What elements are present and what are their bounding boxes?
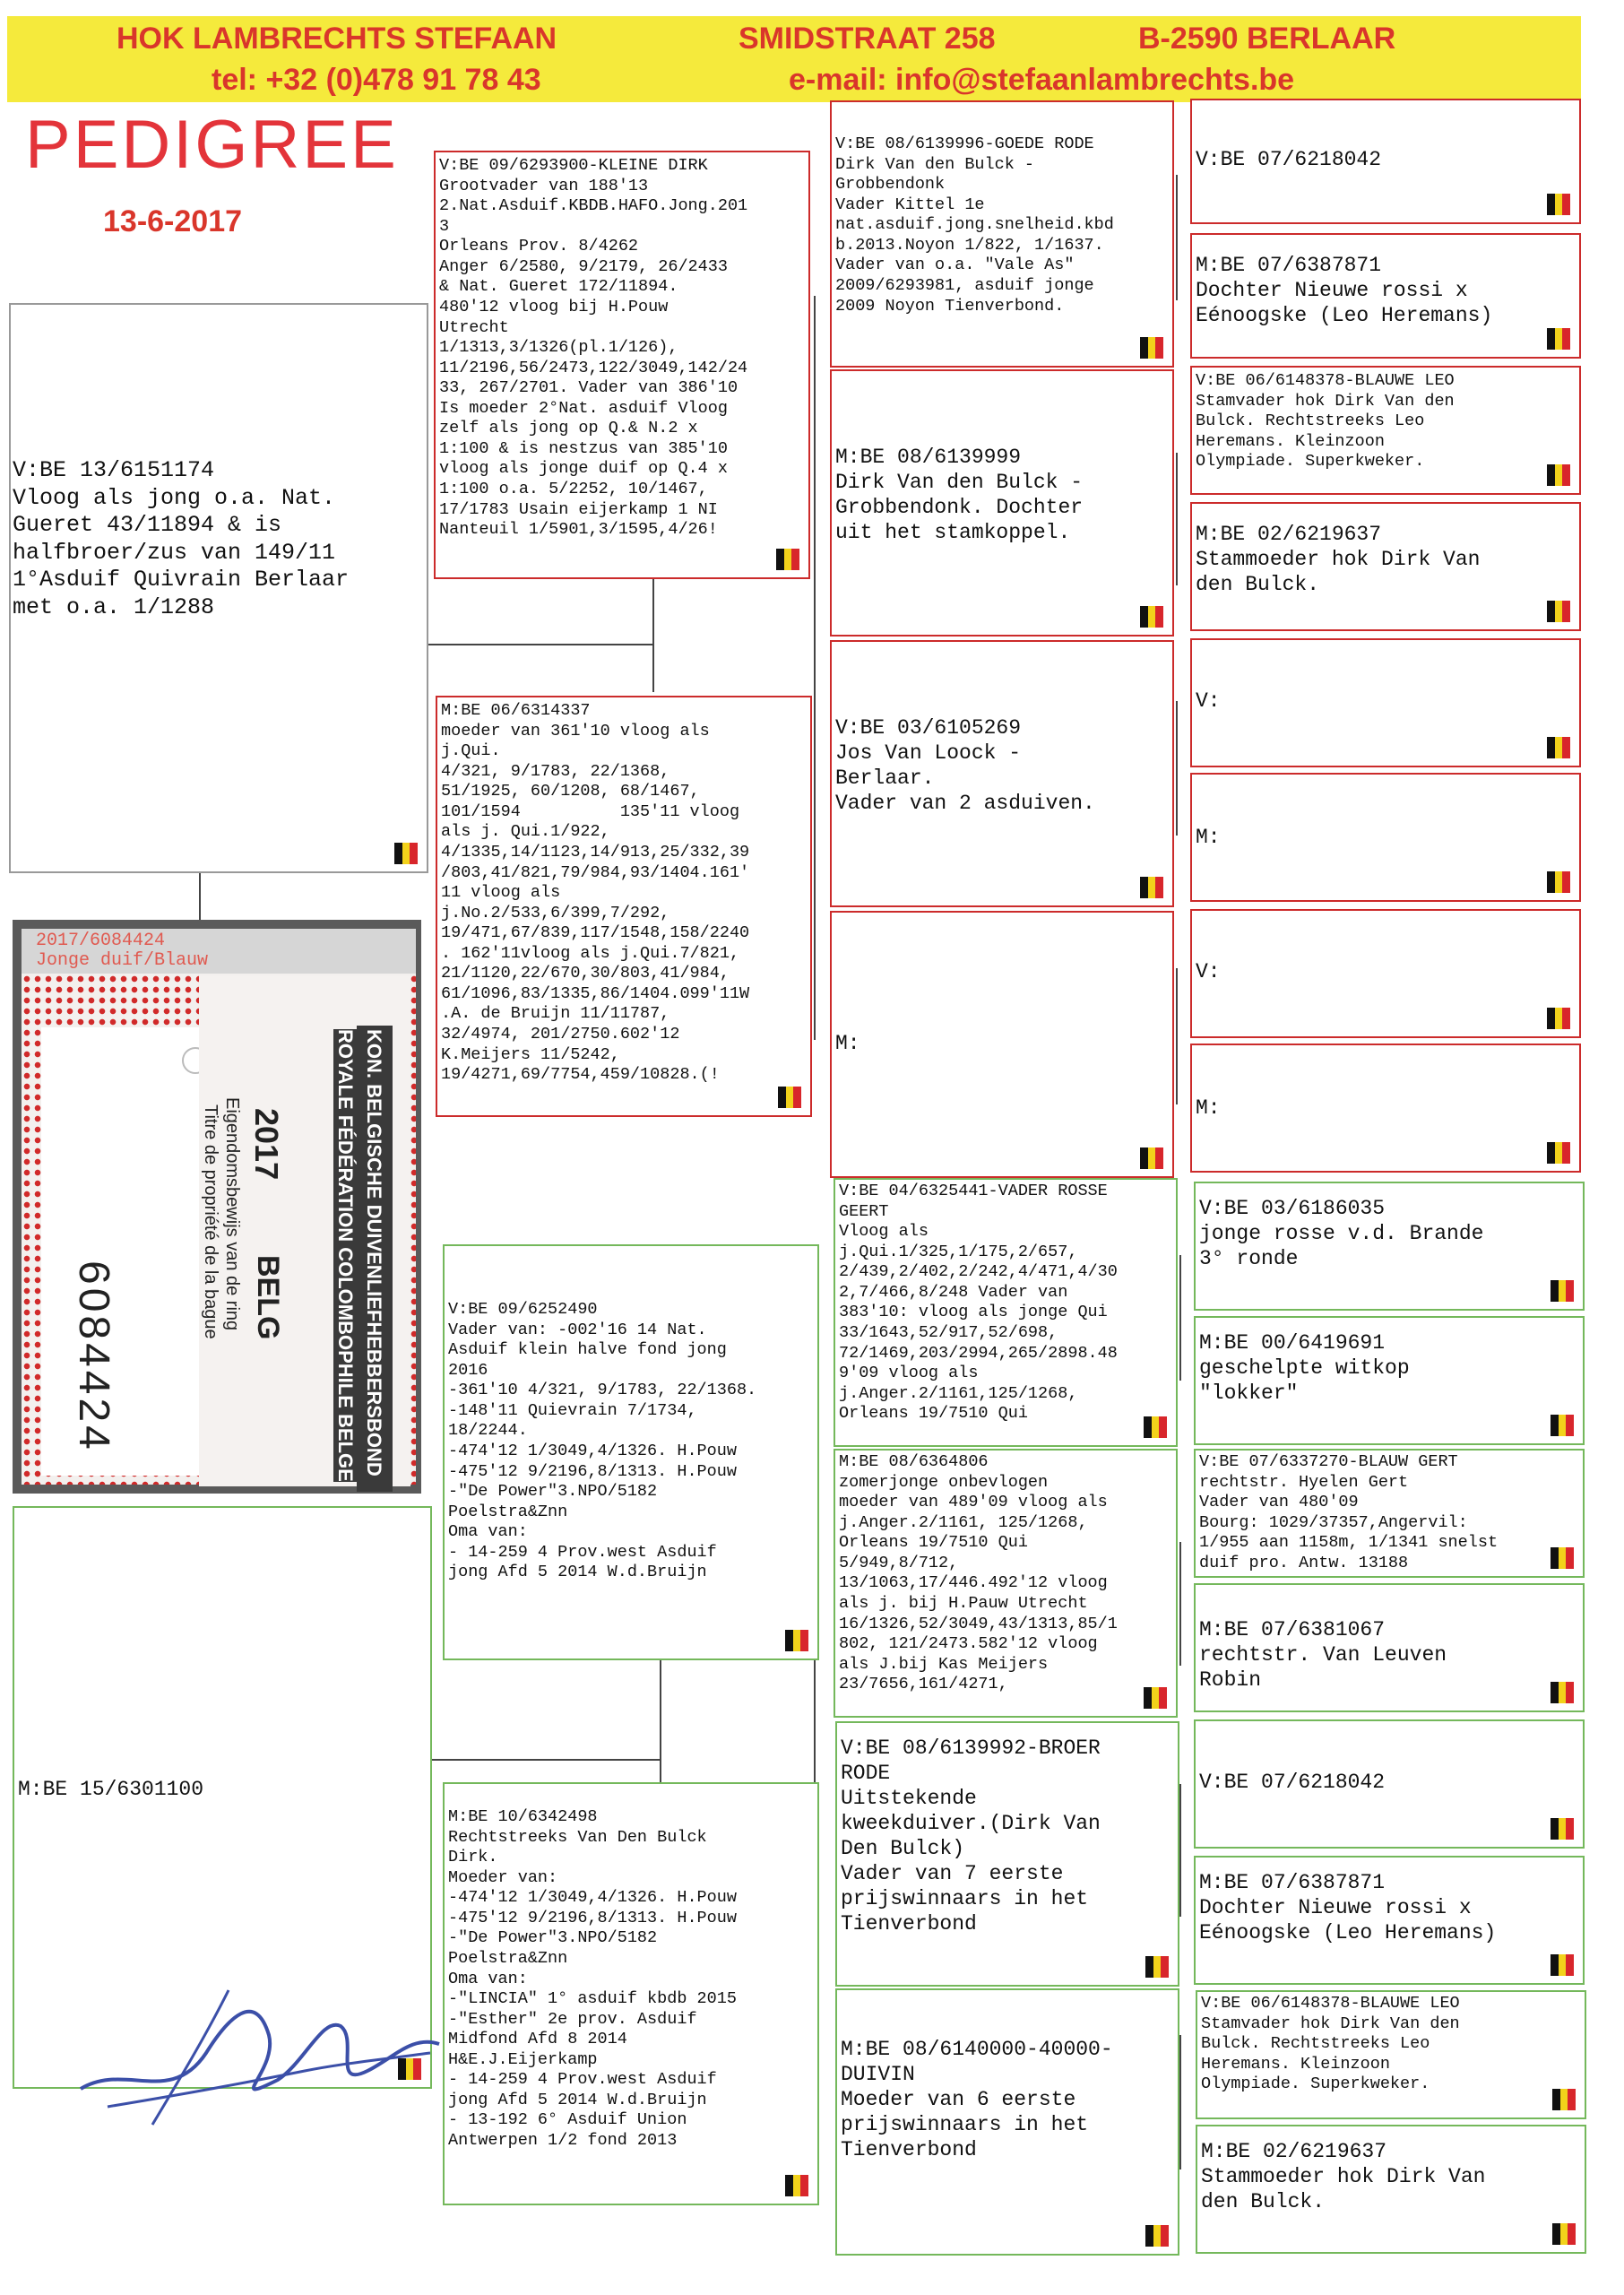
loft-email: e-mail: info@stefaanlambrechts.be [789,63,1295,97]
page-title: PEDIGREE [25,107,399,183]
pedigree-card-ds [443,1244,819,1660]
belgian-flag-icon [1140,877,1163,898]
belgian-flag-icon [1547,737,1570,758]
ring-card-line4: ROYALE FÉDÉRATION COLOMBOPHILE BELGE [334,1029,357,1482]
connector-line [1176,701,1178,836]
pedigree-card-gen4 [1194,1719,1585,1849]
belgian-flag-icon [1140,1148,1163,1169]
ring-card-header [22,929,416,974]
ring-card-line2: Titre de propriété de la bague [201,1104,220,1339]
pedigree-text: M:BE 02/6219637 Stammoeder hok Dirk Van den Bulck. [1201,2140,1486,2214]
belgian-flag-icon [1145,2225,1169,2247]
pedigree-card-gen3 [835,1988,1179,2256]
pedigree-card-gen4 [1190,638,1581,767]
pedigree-card-gen4 [1196,2125,1586,2254]
pedigree-text: M:BE 02/6219637 Stammoeder hok Dirk Van den Bulck. [1196,523,1481,597]
signature-scribble [72,1954,448,2143]
pedigree-text: V: [1196,689,1221,713]
belgian-flag-icon [785,1630,808,1651]
belgian-flag-icon [1552,2223,1576,2245]
belgian-flag-icon [778,1087,801,1108]
connector-line [1179,1255,1181,1381]
loft-address: SMIDSTRAAT 258 [739,22,996,56]
belgian-flag-icon [1145,1956,1169,1978]
loft-city: B-2590 BERLAAR [1138,22,1396,56]
belgian-flag-icon [1551,1682,1574,1703]
ring-card-line3: KON. BELGISCHE DUIVENLIEFHEBBERSBOND [363,1029,385,1477]
pedigree-card-dd [443,1782,819,2205]
belgian-flag-icon [1547,1008,1570,1029]
ring-description: Jonge duif/Blauw [36,950,209,971]
pedigree-card-gen3 [835,1721,1179,1987]
pedigree-text: V:BE 09/6293900-KLEINE DIRK Grootvader van 188'13 2.Nat.Asduif.KBDB.HAFO.Jong.201 3 Orleans Prov. 8/4262 Anger 6/2580, 9/2179, 26/2433 & Nat. Gueret 172/11894. 480'12 vloog bij H.Pouw Utrecht 1/1313,3/1326(pl.1/126), 11/2196,56/2473,122/3049,142/24 33, 267/2701. Vader van 386'10 Is moeder 2°Nat. asduif Vloog zelf als jong op Q.& N.2 x 1:100 & is nestzus van 385'10 vloog als jonge duif op Q.4 x 1:100 o.a. 5/2252, 10/1467, 17/1783 Usain eijerkamp 1 NI Nanteuil 1/5901,3/1595,4/26! [439,156,748,540]
pedigree-text: V:BE 06/6148378-BLAUWE LEO Stamvader hok Dirk Van den Bulck. Rechtstreeks Leo Heremans. Kleinzoon Olympiade. Superkweker. [1196,371,1455,472]
pedigree-text: V:BE 09/6252490 Vader van: -002'16 14 Nat. Asduif klein halve fond jong 2016 -361'10 4/321, 9/1783, 22/1368. -148'11 Quievrain 7/1734, 18/2244. -474'12 1/3049,4/1326. H.Pouw -475'12 9/2196,8/1313. H.Pouw -"De Power"3.NPO/5182 Poelstra&Znn Oma van: - 14-259 4 Prov.west Asduif jong Afd 5 2014 W.d.Bruijn [448,1300,757,1582]
connector-line [425,644,652,645]
pedigree-text: M:BE 10/6342498 Rechtstreeks Van Den Bulck Dirk. Moeder van: -474'12 1/3049,4/1326. H.Pouw -475'12 9/2196,8/1313. H.Pouw -"De Power"3.NPO/5182 Poelstra&Znn Oma van: -"LINCIA" 1° asduif kbdb 2015 -"Esther" 2e prov. Asduif Midfond Afd 8 2014 H&E.J.Eijerkamp - 14-259 4 Prov.west Asduif jong Afd 5 2014 W.d.Bruijn - 13-192 6° Asduif Union Antwerpen 1/2 fond 2013 [448,1807,737,2150]
pedigree-text: M:BE 07/6387871 Dochter Nieuwe rossi x Eénoogske (Leo Heremans) [1199,1871,1497,1945]
belgian-flag-icon [1547,194,1570,215]
loft-name: HOK LAMBRECHTS STEFAAN [117,22,557,56]
pedigree-text: V:BE 03/6186035 jonge rosse v.d. Brande 3° ronde [1199,1197,1484,1271]
pedigree-card-gen3 [834,1449,1178,1718]
pedigree-text: V:BE 04/6325441-VADER ROSSE GEERT Vloog als j.Qui.1/325,1/175,2/657, 2/439,2/402,2/242,4/471,4/30 2,7/466,8/248 Vader van 383'10: vloog als jonge Qui 33/1643,52/917,52/698, 72/1469,203/2994,265/2898.48 9'09 vloog als j.Anger.2/1161,125/1268, Orleans 19/7510 Qui [839,1182,1118,1424]
belgian-flag-icon [394,843,418,864]
belgian-flag-icon [1547,601,1570,622]
pedigree-card-gen3 [830,100,1174,368]
pedigree-text: M:BE 06/6314337 moeder van 361'10 vloog als j.Qui. 4/321, 9/1783, 22/1368, 51/1925, 60/1208, 68/1467, 101/1594 135'11 vloog als j. Qui.1/922, 4/1335,14/1123,14/913,25/332,39 /803,41/821,79/984,93/1404.161' 11 vloog als j.No.2/533,6/399,7/292, 19/471,67/839,117/1548,158/2240 . 162'11vloog als j.Qui.7/821, 21/1120,22/670,30/803,41/984, 61/1096,83/1335,86/1404.099'11W .A. de Bruijn 11/11787, 32/4974, 201/2750.602'12 K.Meijers 11/5242, 19/4271,69/7754,459/10828.(! [441,701,750,1085]
belgian-flag-icon [1547,464,1570,486]
belgian-flag-icon [1551,1415,1574,1436]
pedigree-card-gen4 [1194,1182,1585,1311]
belgian-flag-icon [1140,337,1163,359]
pedigree-text: M: [1196,826,1221,849]
ring-card-white-panel [41,1027,220,1476]
belgian-flag-icon [1144,1416,1167,1438]
belgian-flag-icon [1551,1547,1574,1569]
pedigree-text: V:BE 07/6218042 [1196,148,1382,171]
connector-line [814,296,816,1040]
connector-line [660,1660,661,1786]
belgian-flag-icon [1551,1954,1574,1976]
connector-line [652,574,654,692]
pedigree-text: V:BE 03/6105269 Jos Van Loock - Berlaar. Vader van 2 asduiven. [835,716,1095,816]
pedigree-card-gen4 [1194,1856,1585,1985]
pedigree-date: 13-6-2017 [103,204,243,238]
pedigree-card-gen4 [1190,233,1581,359]
belgian-flag-icon [776,549,799,570]
pedigree-card-gen4 [1196,1990,1586,2119]
belgian-flag-icon [1551,1280,1574,1302]
connector-line [1179,1784,1181,1917]
pedigree-text: M:BE 00/6419691 geschelpte witkop "lokker" [1199,1331,1410,1406]
pedigree-text: M:BE 08/6140000-40000- DUIVIN Moeder van 6 eerste prijswinnaars in het Tienverbond [841,2038,1113,2162]
ring-card-number: 6084424 [70,1260,117,1453]
connector-line [425,1759,660,1761]
belgian-flag-icon [1547,1142,1570,1164]
pedigree-card-gen4 [1190,773,1581,902]
pedigree-text: V:BE 13/6151174 Vloog als jong o.a. Nat. Gueret 43/11894 & is halfbroer/zus van 149/11 1°Asduif Quivrain Berlaar met o.a. 1/1288 [13,457,350,620]
pedigree-card-ss [434,151,810,579]
pedigree-text: M:BE 08/6364806 zomerjonge onbevlogen moeder van 489'09 vloog als j.Anger.2/1161, 125/1268, Orleans 19/7510 Qui 5/949,8/712, 13/1063,17/446.492'12 vloog als j. bij H.Pauw Utrecht 16/1326,52/3049,43/1313,85/1 802, 121/2473.582'12 vloog als J.bij Kas Meijers 23/7656,161/4271, [839,1452,1118,1694]
pedigree-text: M:BE 08/6139999 Dirk Van den Bulck - Grobbendonk. Dochter uit het stamkoppel. [835,446,1084,545]
pedigree-card-gen4 [1194,1316,1585,1445]
belgian-flag-icon [1547,328,1570,350]
pedigree-card-gen4 [1190,909,1581,1038]
connector-line [1179,2035,1181,2169]
ring-card-year: 2017 [248,1108,285,1181]
belgian-flag-icon [1551,1818,1574,1840]
pedigree-text: V:BE 07/6218042 [1199,1771,1386,1794]
pedigree-text: M:BE 07/6381067 rechtstr. Van Leuven Robin [1199,1618,1447,1693]
connector-line [1179,1542,1181,1666]
ring-number-text: 2017/6084424 [36,931,166,951]
pedigree-card-gen3 [830,369,1174,637]
pedigree-text: M:BE 07/6387871 Dochter Nieuwe rossi x Eénoogske (Leo Heremans) [1196,254,1493,328]
ring-card-line1: Eigendomsbewijs van de ring [222,1097,242,1331]
pedigree-card-gen4 [1190,99,1581,224]
connector-line [1176,175,1178,300]
pedigree-text: M:BE 15/6301100 [18,1778,204,1801]
ring-card-country: BELG [251,1255,285,1340]
pedigree-text: V: [1196,960,1221,983]
pedigree-card-sd [436,696,812,1117]
pedigree-text: V:BE 08/6139992-BROER RODE Uitstekende kweekduiver.(Dirk Van Den Bulck) Vader van 7 eerste prijswinnaars in het Tienverbond [841,1736,1101,1936]
pedigree-card-gen3 [834,1178,1178,1447]
pedigree-card-gen4 [1190,1044,1581,1173]
connector-line [1176,453,1178,585]
belgian-flag-icon [1140,606,1163,628]
pedigree-card-gen4 [1194,1583,1585,1712]
pedigree-card-gen4 [1190,502,1581,631]
pedigree-text: V:BE 06/6148378-BLAUWE LEO Stamvader hok Dirk Van den Bulck. Rechtstreeks Leo Heremans. Kleinzoon Olympiade. Superkweker. [1201,1994,1460,2094]
belgian-flag-icon [1552,2089,1576,2110]
belgian-flag-icon [1547,871,1570,893]
pedigree-card-gen4 [1190,366,1581,495]
header-banner [7,16,1581,102]
pedigree-text: V:BE 07/6337270-BLAUW GERT rechtstr. Hyelen Gert Vader van 480'09 Bourg: 1029/37357,Angervil: 1/955 aan 1158m, 1/1341 snelst duif pro. Antw. 13188 [1199,1452,1499,1572]
pedigree-card-gen3 [830,911,1174,1178]
connector-line [1176,968,1178,1104]
pedigree-card-sire [9,303,428,873]
belgian-flag-icon [1144,1687,1167,1709]
pedigree-text: V:BE 08/6139996-GOEDE RODE Dirk Van den Bulck - Grobbendonk Vader Kittel 1e nat.asduif.jong.snelheid.kbd b.2013.Noyon 1/822, 1/1637. Vader van o.a. "Vale As" 2009/6293981, asduif jonge 2009 Noyon Tienverbond. [835,134,1114,316]
pedigree-text: M: [835,1032,860,1055]
belgian-flag-icon [785,2175,808,2196]
pedigree-card-gen4 [1194,1449,1585,1578]
loft-phone: tel: +32 (0)478 91 78 43 [212,63,541,97]
pedigree-text: M: [1196,1096,1221,1120]
pedigree-card-gen3 [830,640,1174,907]
